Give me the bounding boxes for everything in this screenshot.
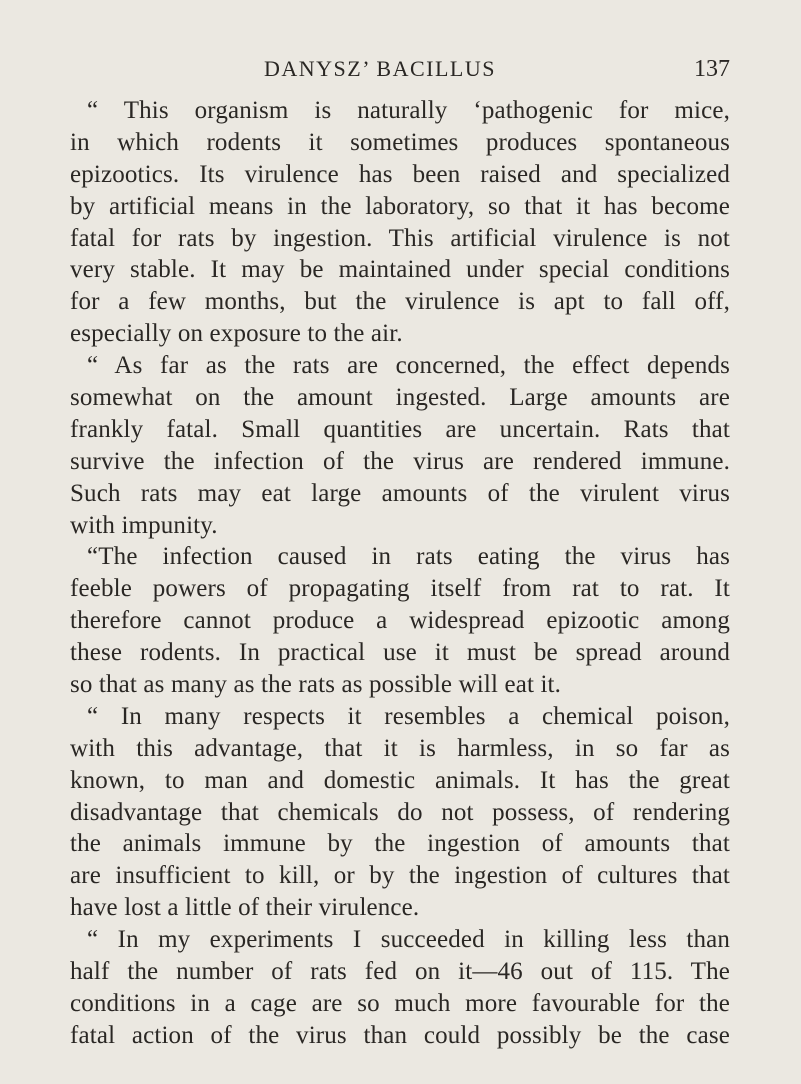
text-line: “ In my experiments I succeeded in killing less than: [87, 926, 730, 954]
text-line: survive the infection of the virus are rendered immune.: [70, 447, 730, 475]
text-line: these rodents. In practical use it must be spread around: [70, 639, 730, 667]
text-line: epizootics. Its virulence has been raised and specialized: [70, 160, 730, 188]
text-line: in which rodents it sometimes produces spontaneous: [70, 128, 730, 156]
text-line: Such rats may eat large amounts of the virulent virus: [70, 479, 730, 507]
page-number: 137: [694, 56, 730, 82]
text-line: “ As far as the rats are concerned, the effect depends: [87, 352, 730, 380]
text-line: the animals immune by the ingestion of amounts that: [70, 830, 730, 858]
text-line: frankly fatal. Small quantities are uncertain. Rats that: [70, 415, 730, 443]
text-line: “ This organism is naturally ‘pathogenic for mice,: [87, 97, 730, 124]
text-line: fatal for rats by ingestion. This artificial virulence is not: [70, 224, 730, 252]
text-line: “The infection caused in rats eating the virus has: [87, 543, 730, 571]
text-line: feeble powers of propagating itself from rat to rat. It: [70, 575, 730, 603]
text-line: half the number of rats fed on it—46 out of 115. The: [70, 958, 730, 986]
text-line: with impunity.: [70, 511, 218, 539]
text-line: known, to man and domestic animals. It has the great: [70, 766, 730, 794]
text-line: fatal action of the virus than could possibly be the case: [70, 1021, 730, 1049]
text-line: therefore cannot produce a widespread epizootic among: [70, 607, 730, 635]
text-line: are insufficient to kill, or by the ingestion of cultures that: [70, 862, 730, 890]
text-line: very stable. It may be maintained under special conditions: [70, 256, 730, 284]
text-line: “ In many respects it resembles a chemical poison,: [87, 702, 730, 730]
text-line: with this advantage, that it is harmless, in so far as: [70, 734, 730, 762]
text-line: especially on exposure to the air.: [70, 320, 403, 348]
running-title: DANYSZ’ BACILLUS: [264, 56, 496, 81]
text-line: so that as many as the rats as possible will eat it.: [70, 671, 562, 699]
text-line: by artificial means in the laboratory, so that it has become: [70, 192, 730, 220]
running-head: [0, 54, 801, 84]
text-line: for a few months, but the virulence is apt to fall off,: [70, 288, 730, 316]
body-text: [70, 95, 730, 1052]
text-line: disadvantage that chemicals do not possess, of rendering: [70, 798, 730, 826]
text-line: conditions in a cage are so much more favourable for the: [70, 989, 730, 1017]
text-line: somewhat on the amount ingested. Large amounts are: [70, 384, 730, 412]
text-line: have lost a little of their virulence.: [70, 894, 420, 922]
